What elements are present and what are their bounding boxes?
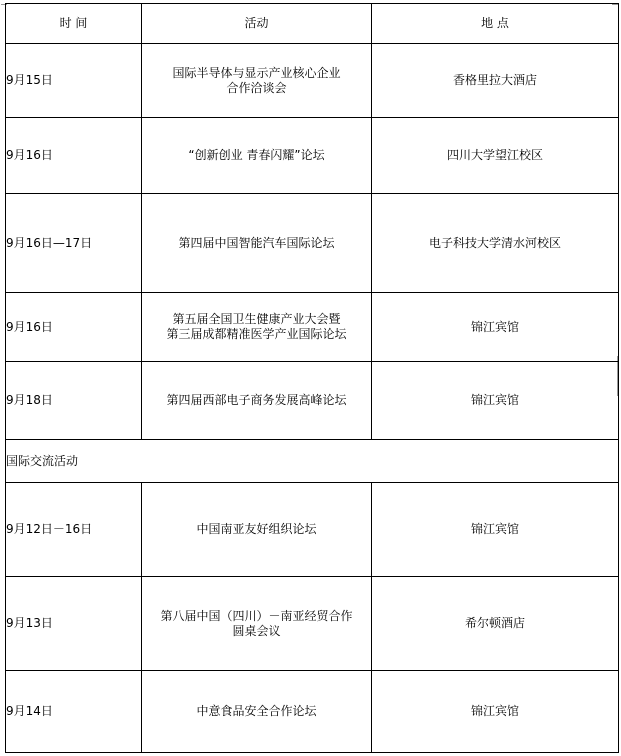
activity-line: 国际半导体与显示产业核心企业 [172,65,341,80]
time-cell: 9月12日－16日 [6,483,142,577]
activity-cell [142,671,372,753]
activity-line: 中国南亚友好组织论坛 [196,522,317,536]
activity-cell [142,44,372,118]
activity-line: 第八届中国（四川）－南亚经贸合作 [160,608,353,623]
location-cell: 锦江宾馆 [372,293,619,362]
table-row [6,293,619,362]
section-title: 国际交流活动 [6,440,619,483]
header-time: 时 间 [6,4,142,44]
time-cell: 9月18日 [6,362,142,440]
activity-line: “创新创业 青春闪耀”论坛 [188,148,325,162]
table-row [6,194,619,293]
events-table [5,3,619,753]
time-cell: 9月16日 [6,293,142,362]
location-cell: 电子科技大学清水河校区 [372,194,619,293]
activity-line: 圆桌会议 [232,623,281,638]
table-row [6,483,619,577]
location-cell: 四川大学望江校区 [372,118,619,194]
time-cell: 9月16日 [6,118,142,194]
activity-line: 合作洽谈会 [226,80,287,95]
time-cell: 9月14日 [6,671,142,753]
activity-cell [142,118,372,194]
activity-line: 第四届中国智能汽车国际论坛 [178,235,335,250]
activity-line: 第五届全国卫生健康产业大会暨 [172,312,341,326]
time-cell: 9月13日 [6,577,142,671]
location-cell: 锦江宾馆 [372,362,619,440]
time-cell: 9月16日—17日 [6,194,142,293]
table-row [6,44,619,118]
activity-line: 中意食品安全合作论坛 [196,704,317,718]
activity-line: 第四届西部电子商务发展高峰论坛 [166,393,347,407]
activity-line: 第三届成都精准医学产业国际论坛 [166,327,347,341]
table-row [6,671,619,753]
time-cell: 9月15日 [6,44,142,118]
table-row [6,577,619,671]
header-activity: 活动 [142,4,372,44]
location-cell: 香格里拉大酒店 [372,44,619,118]
table-row [6,362,619,440]
activity-cell [142,362,372,440]
table-row [6,118,619,194]
header-location: 地 点 [372,4,619,44]
activity-cell [142,194,372,293]
section-row [6,440,619,483]
location-cell: 锦江宾馆 [372,671,619,753]
table-header-row [6,4,619,44]
activity-cell [142,293,372,362]
activity-cell [142,483,372,577]
activity-cell [142,577,372,671]
location-cell: 希尔顿酒店 [372,577,619,671]
location-cell: 锦江宾馆 [372,483,619,577]
